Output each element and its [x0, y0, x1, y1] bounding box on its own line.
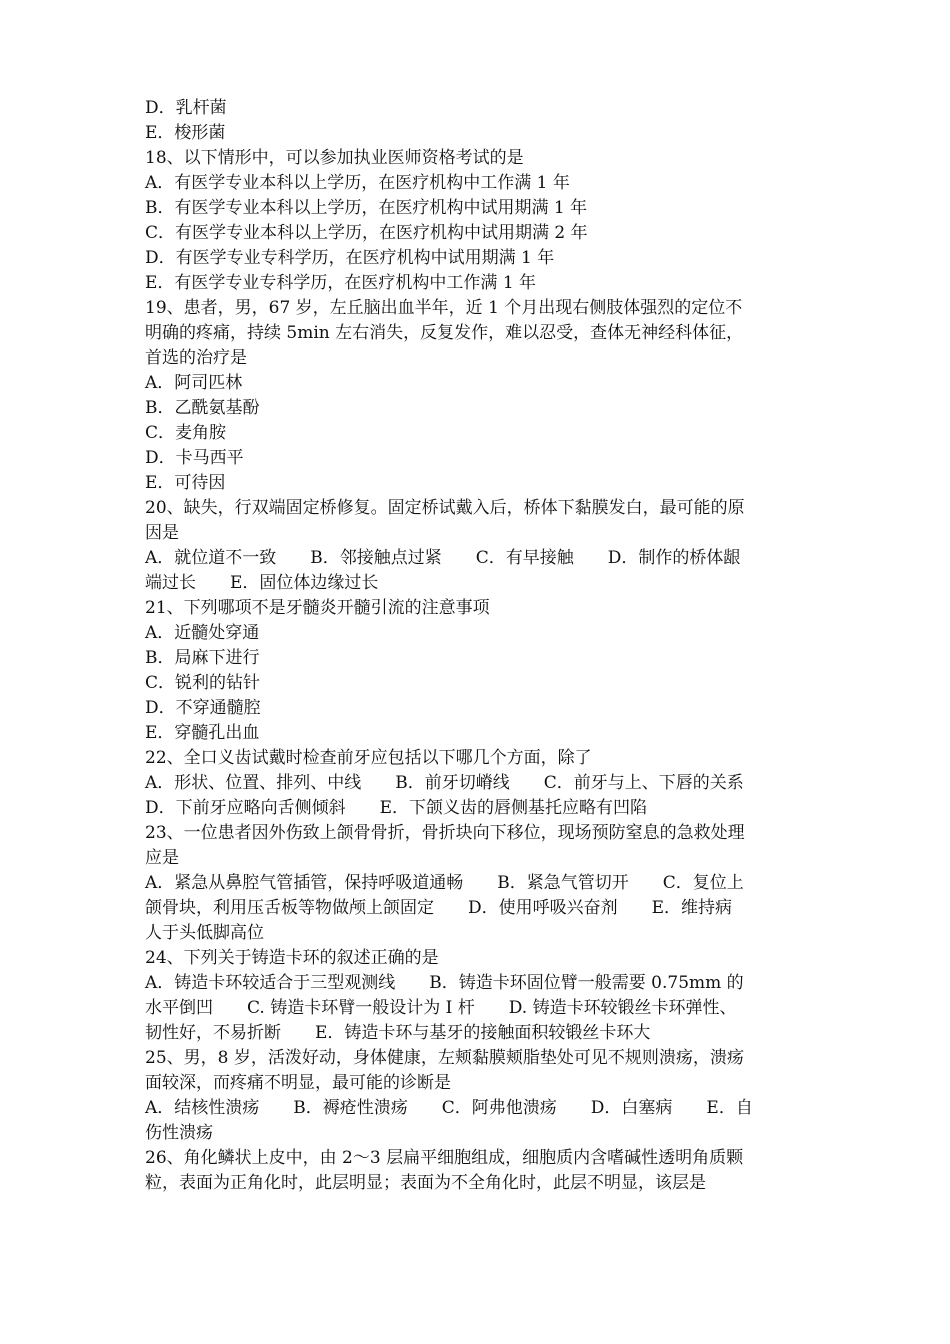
question-line: 面较深，而疼痛不明显，最可能的诊断是 [145, 1073, 451, 1093]
option-line: D．有医学专业专科学历，在医疗机构中试用期满 1 年 [145, 248, 555, 268]
option-line: A．有医学专业本科以上学历，在医疗机构中工作满 1 年 [145, 173, 570, 193]
question-line: 18、以下情形中，可以参加执业医师资格考试的是 [145, 148, 524, 168]
option-line: A．近髓处穿通 [145, 623, 260, 643]
question-line: 因是 [145, 523, 179, 543]
option-line: C．有医学专业本科以上学历，在医疗机构中试用期满 2 年 [145, 223, 588, 243]
option-line: E．有医学专业专科学历，在医疗机构中工作满 1 年 [145, 273, 537, 293]
option-line: B．有医学专业本科以上学历，在医疗机构中试用期满 1 年 [145, 198, 588, 218]
question-line: 26、角化鳞状上皮中，由 2～3 层扁平细胞组成，细胞质内含嗜碱性透明角质颗 [145, 1148, 744, 1168]
option-line: D．乳杆菌 [145, 98, 227, 118]
option-line: 端过长 E．固位体边缘过长 [145, 573, 379, 593]
option-line: A．紧急从鼻腔气管插管，保持呼吸道通畅 B．紧急气管切开 C．复位上 [145, 873, 744, 893]
document-page [145, 96, 815, 1196]
option-line: 伤性溃疡 [145, 1123, 213, 1143]
option-line: 韧性好，不易折断 E．铸造卡环与基牙的接触面积较锻丝卡环大 [145, 1023, 651, 1043]
option-line: A．就位道不一致 B．邻接触点过紧 C．有早接触 D．制作的桥体龈 [145, 548, 741, 568]
option-line: A．结核性溃疡 B．褥疮性溃疡 C．阿弗他溃疡 D．白塞病 E．自 [145, 1098, 753, 1118]
question-line: 25、男，8 岁，活泼好动，身体健康，左颊黏膜颊脂垫处可见不规则溃疡，溃疡 [145, 1048, 744, 1068]
option-line: E．可待因 [145, 473, 226, 493]
option-line: 颌骨块，利用压舌板等物做颅上颌固定 D．使用呼吸兴奋剂 E．维持病 [145, 898, 733, 918]
question-line: 首选的治疗是 [145, 348, 247, 368]
question-line: 20、缺失，行双端固定桥修复。固定桥试戴入后，桥体下黏膜发白，最可能的原 [145, 498, 745, 518]
option-line: D．卡马西平 [145, 448, 244, 468]
question-line: 应是 [145, 848, 179, 868]
option-line: C．麦角胺 [145, 423, 227, 443]
option-line: B．局麻下进行 [145, 648, 260, 668]
question-line: 19、患者，男，67 岁，左丘脑出血半年，近 1 个月出现右侧肢体强烈的定位不 [145, 298, 743, 318]
option-line: A．阿司匹林 [145, 373, 243, 393]
question-line: 明确的疼痛，持续 5min 左右消失，反复发作，难以忍受，查体无神经科体征， [145, 323, 744, 343]
question-line: 22、全口义齿试戴时检查前牙应包括以下哪几个方面，除了 [145, 748, 592, 768]
option-line: E．穿髓孔出血 [145, 723, 260, 743]
option-line: 人于头低脚高位 [145, 923, 264, 943]
option-line: D．不穿通髓腔 [145, 698, 261, 718]
option-line: B．乙酰氨基酚 [145, 398, 260, 418]
question-line: 粒，表面为正角化时，此层明显；表面为不全角化时，此层不明显，该层是 [145, 1173, 706, 1193]
option-line: A．形状、位置、排列、中线 B．前牙切嵴线 C．前牙与上、下唇的关系 [145, 773, 744, 793]
option-line: C．锐利的钻针 [145, 673, 261, 693]
option-line: E．梭形菌 [145, 123, 226, 143]
option-line: D．下前牙应略向舌侧倾斜 E．下颌义齿的唇侧基托应略有凹陷 [145, 798, 648, 818]
option-line: A．铸造卡环较适合于三型观测线 B．铸造卡环固位臂一般需要 0.75mm 的 [145, 973, 744, 993]
question-line: 24、下列关于铸造卡环的叙述正确的是 [145, 948, 439, 968]
question-line: 23、一位患者因外伤致上颌骨骨折，骨折块向下移位，现场预防窒息的急救处理 [145, 823, 745, 843]
question-line: 21、下列哪项不是牙髓炎开髓引流的注意事项 [145, 598, 490, 618]
option-line: 水平倒凹 C. 铸造卡环臂一般设计为 I 杆 D. 铸造卡环较锻丝卡环弹性、 [145, 998, 737, 1018]
